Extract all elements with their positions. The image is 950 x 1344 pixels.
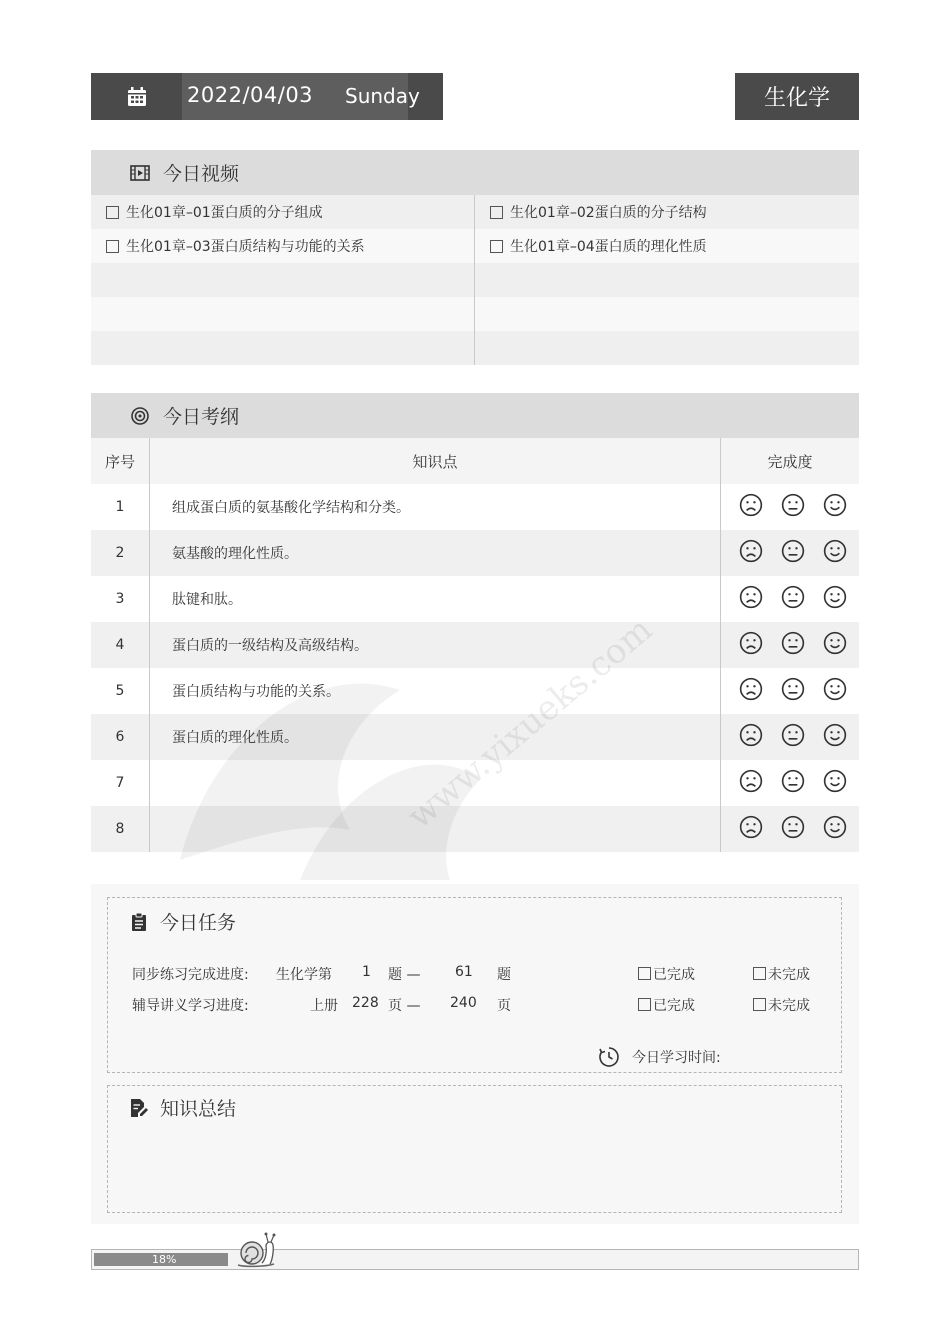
video-label: 生化01章–01蛋白质的分子组成 <box>126 205 323 221</box>
sync-unit2: 题 <box>497 967 511 983</box>
row-point: 蛋白质结构与功能的关系。 <box>150 668 721 714</box>
checkbox[interactable] <box>638 998 651 1011</box>
summary-box <box>107 1085 842 1213</box>
neutral-face-icon[interactable] <box>781 493 805 521</box>
video-item[interactable] <box>475 229 859 263</box>
row-point: 氨基酸的理化性质。 <box>150 530 721 576</box>
checkbox[interactable] <box>106 206 119 219</box>
done-label: 已完成 <box>653 967 695 983</box>
film-icon <box>129 162 151 184</box>
sad-face-icon[interactable] <box>739 723 763 751</box>
row-number: 8 <box>91 806 150 852</box>
timer-icon <box>598 1046 620 1068</box>
edit-document-icon <box>128 1097 150 1119</box>
checkbox[interactable] <box>638 967 651 980</box>
row-completion <box>721 530 859 576</box>
neutral-face-icon[interactable] <box>781 677 805 705</box>
empty-cell <box>91 331 475 365</box>
syllabus-title: 今日考纲 <box>163 406 240 428</box>
syllabus-section <box>91 393 859 852</box>
neutral-face-icon[interactable] <box>781 769 805 797</box>
snail-icon <box>234 1231 280 1273</box>
row-point: 蛋白质的理化性质。 <box>150 714 721 760</box>
notes-done-option[interactable] <box>638 995 695 1015</box>
summary-title: 知识总结 <box>160 1098 237 1120</box>
video-label: 生化01章–04蛋白质的理化性质 <box>510 239 707 255</box>
sad-face-icon[interactable] <box>739 677 763 705</box>
video-row <box>91 195 859 229</box>
done-label: 已完成 <box>653 998 695 1014</box>
happy-face-icon[interactable] <box>823 769 847 797</box>
notes-from: 228 <box>352 995 379 1011</box>
calendar-icon <box>91 73 182 120</box>
video-row-empty <box>91 297 859 331</box>
row-completion <box>721 760 859 806</box>
notes-to: 240 <box>450 995 477 1011</box>
study-time <box>598 1046 721 1068</box>
row-completion <box>721 668 859 714</box>
sync-subject: 生化学第 <box>276 967 332 983</box>
row-point: 组成蛋白质的氨基酸化学结构和分类。 <box>150 484 721 530</box>
video-label: 生化01章–03蛋白质结构与功能的关系 <box>126 239 365 255</box>
undone-label: 未完成 <box>768 967 810 983</box>
empty-cell <box>91 297 475 331</box>
empty-cell <box>91 263 475 297</box>
col-point: 知识点 <box>150 438 721 484</box>
sync-to: 61 <box>455 964 473 980</box>
row-number: 7 <box>91 760 150 806</box>
tasks-box <box>107 897 842 1073</box>
videos-title: 今日视频 <box>163 163 240 185</box>
table-body <box>91 484 859 852</box>
empty-cell <box>475 331 859 365</box>
row-number: 1 <box>91 484 150 530</box>
col-no: 序号 <box>91 438 150 484</box>
checkbox[interactable] <box>753 967 766 980</box>
videos-header <box>91 150 859 195</box>
sync-from: 1 <box>362 964 371 980</box>
sync-undone-option[interactable] <box>753 964 810 984</box>
sad-face-icon[interactable] <box>739 539 763 567</box>
happy-face-icon[interactable] <box>823 815 847 843</box>
summary-header <box>128 1094 236 1121</box>
video-item[interactable] <box>91 195 475 229</box>
row-point <box>150 760 721 806</box>
undone-label: 未完成 <box>768 998 810 1014</box>
col-completion: 完成度 <box>767 452 813 471</box>
notes-undone-option[interactable] <box>753 995 810 1015</box>
sync-label: 同步练习完成进度: <box>132 967 249 983</box>
happy-face-icon[interactable] <box>823 493 847 521</box>
notes-unit2: 页 <box>497 998 511 1014</box>
checkbox[interactable] <box>753 998 766 1011</box>
table-row <box>91 668 859 714</box>
table-row <box>91 576 859 622</box>
neutral-face-icon[interactable] <box>781 585 805 613</box>
clipboard-icon <box>128 911 150 933</box>
neutral-face-icon[interactable] <box>781 631 805 659</box>
happy-face-icon[interactable] <box>823 631 847 659</box>
notes-unit1: 页 — <box>388 998 421 1014</box>
target-icon <box>129 405 151 427</box>
video-label: 生化01章–02蛋白质的分子结构 <box>510 205 707 221</box>
date-text: 2022/04/03 <box>187 83 314 107</box>
table-row <box>91 714 859 760</box>
row-number: 2 <box>91 530 150 576</box>
sad-face-icon[interactable] <box>739 585 763 613</box>
sad-face-icon[interactable] <box>739 815 763 843</box>
video-item[interactable] <box>91 229 475 263</box>
row-point: 蛋白质的一级结构及高级结构。 <box>150 622 721 668</box>
tasks-title: 今日任务 <box>160 912 237 934</box>
happy-face-icon[interactable] <box>823 677 847 705</box>
row-number: 5 <box>91 668 150 714</box>
sync-unit1: 题 — <box>388 967 421 983</box>
video-item[interactable] <box>475 195 859 229</box>
table-row <box>91 622 859 668</box>
notes-label: 辅导讲义学习进度: <box>132 998 249 1014</box>
sync-done-option[interactable] <box>638 964 695 984</box>
subject-badge: 生化学 <box>735 73 859 120</box>
table-row <box>91 484 859 530</box>
progress-text: 18% <box>152 1253 177 1266</box>
row-completion <box>721 714 859 760</box>
neutral-face-icon[interactable] <box>781 723 805 751</box>
notes-volume: 上册 <box>310 998 338 1014</box>
happy-face-icon[interactable] <box>823 539 847 567</box>
row-point: 肽键和肽。 <box>150 576 721 622</box>
row-point <box>150 806 721 852</box>
row-completion <box>721 806 859 852</box>
table-row <box>91 806 859 852</box>
neutral-face-icon[interactable] <box>781 815 805 843</box>
date-bar <box>91 73 443 120</box>
syllabus-header <box>91 393 859 438</box>
table-header <box>91 438 859 484</box>
video-row-empty <box>91 263 859 297</box>
empty-cell <box>475 297 859 331</box>
happy-face-icon[interactable] <box>823 723 847 751</box>
happy-face-icon[interactable] <box>823 585 847 613</box>
row-completion <box>721 622 859 668</box>
video-row-empty <box>91 331 859 365</box>
table-row <box>91 530 859 576</box>
weekday-text: Sunday <box>345 84 420 108</box>
table-row <box>91 760 859 806</box>
row-completion <box>721 484 859 530</box>
sad-face-icon[interactable] <box>739 631 763 659</box>
videos-section <box>91 150 859 365</box>
sad-face-icon[interactable] <box>739 769 763 797</box>
row-number: 6 <box>91 714 150 760</box>
row-number: 4 <box>91 622 150 668</box>
empty-cell <box>475 263 859 297</box>
row-number: 3 <box>91 576 150 622</box>
video-row <box>91 229 859 263</box>
checkbox[interactable] <box>490 206 503 219</box>
tasks-header <box>128 908 236 935</box>
progress-bar <box>91 1249 859 1270</box>
study-time-label: 今日学习时间: <box>632 1050 721 1066</box>
checkbox[interactable] <box>106 240 119 253</box>
checkbox[interactable] <box>490 240 503 253</box>
row-completion <box>721 576 859 622</box>
sad-face-icon[interactable] <box>739 493 763 521</box>
neutral-face-icon[interactable] <box>781 539 805 567</box>
